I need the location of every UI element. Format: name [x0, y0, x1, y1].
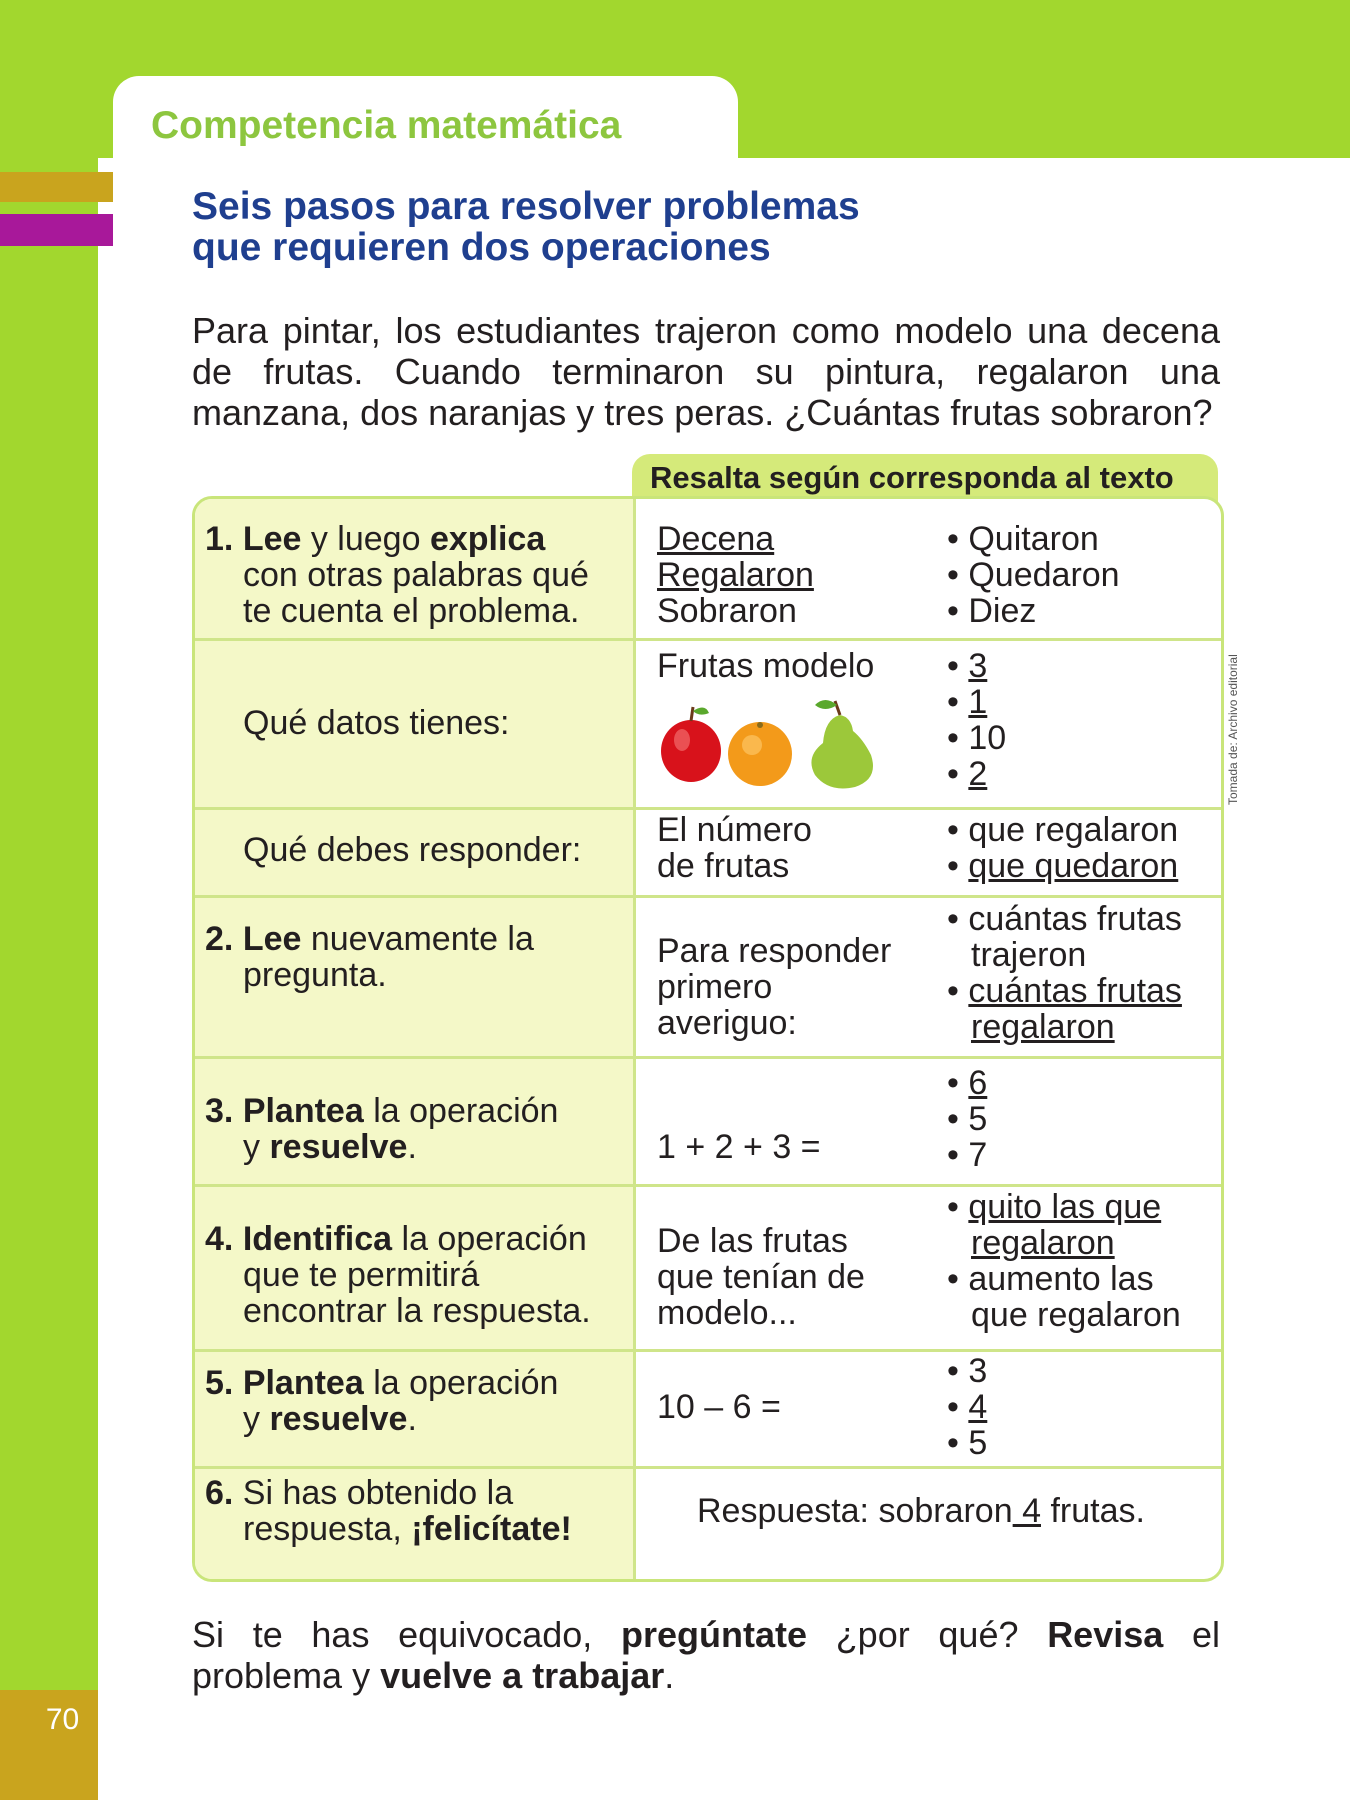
- step-1-text: 1. Lee y luego explica con otras palabras qué te cuenta el problema.: [205, 520, 589, 630]
- row-divider: [195, 638, 1221, 641]
- answer-label: El número de frutas: [657, 811, 812, 885]
- orange-icon: [728, 722, 792, 786]
- step-1-options: • Quitaron • Quedaron • Diez: [947, 520, 1120, 630]
- row-divider: [195, 895, 1221, 898]
- data-label: Frutas modelo: [657, 647, 875, 685]
- step-2-text: 2. Lee nuevamente la pregunta.: [205, 920, 534, 994]
- problem-statement: Para pintar, los estudiantes trajeron como modelo una decena de frutas. Cuando terminaron su pintura, regalaron una manzana, dos naranjas y tres peras. ¿Cuántas frutas sobraron?: [192, 310, 1220, 433]
- step-2-options: • cuántas frutas trajeron • cuántas frutas regalaron: [947, 900, 1182, 1046]
- magenta-stripe: [0, 214, 113, 246]
- step-4-options: • quito las que regalaron • aumento las que regalaron: [947, 1188, 1181, 1334]
- apple-icon: [661, 707, 721, 782]
- steps-table: [192, 496, 1224, 1582]
- section-label: Competencia matemática: [151, 104, 622, 147]
- step-5-options: • 3 • 4 • 5: [947, 1352, 988, 1462]
- section-header-tab: [113, 76, 738, 186]
- answer-prompt: Qué debes responder:: [243, 831, 582, 869]
- table-header: [632, 454, 1218, 502]
- page-title: [192, 186, 1192, 268]
- left-band: [0, 158, 98, 1690]
- row-divider: [195, 1466, 1221, 1469]
- step-5-text: 5. Plantea la operación y resuelve.: [205, 1364, 559, 1438]
- step-6-text: 6. Si has obtenido la respuesta, ¡felicítate!: [205, 1474, 572, 1548]
- answer-options: • que regalaron • que quedaron: [947, 811, 1179, 885]
- step-3-text: 3. Plantea la operación y resuelve.: [205, 1092, 559, 1166]
- row-divider: [195, 1349, 1221, 1352]
- row-divider: [195, 1184, 1221, 1187]
- final-answer: Respuesta: sobraron 4 frutas.: [697, 1492, 1145, 1530]
- step-2-prompt: Para responder primero averiguo:: [657, 932, 892, 1042]
- data-prompt: Qué datos tienes:: [243, 704, 510, 742]
- pear-icon: [811, 700, 873, 789]
- gold-stripe: [0, 172, 113, 202]
- step-3-operation: 1 + 2 + 3 =: [657, 1128, 821, 1166]
- title-line-2: que requieren dos operaciones: [192, 226, 771, 269]
- row-divider: [195, 1056, 1221, 1059]
- title-line-1: Seis pasos para resolver problemas: [192, 185, 860, 228]
- footer-message: Si te has equivocado, pregúntate ¿por qué? Revisa el problema y vuelve a trabajar.: [192, 1614, 1220, 1696]
- page-number: 70: [45, 1703, 80, 1736]
- step-4-prompt: De las frutas que tenían de modelo...: [657, 1222, 865, 1332]
- step-3-options: • 6 • 5 • 7: [947, 1064, 988, 1174]
- image-credit: Tomada de: Archivo editorial: [1226, 654, 1240, 805]
- data-options: • 3 • 1 • 10 • 2: [947, 647, 1007, 793]
- step-1-terms: Decena Regalaron Sobraron: [657, 520, 814, 630]
- step-5-operation: 10 – 6 =: [657, 1388, 781, 1426]
- step-4-text: 4. Identifica la operación que te permitirá encontrar la respuesta.: [205, 1220, 591, 1330]
- fruit-icons: [657, 695, 882, 790]
- table-header-label: Resalta según corresponda al texto: [650, 460, 1174, 495]
- row-divider: [195, 807, 1221, 810]
